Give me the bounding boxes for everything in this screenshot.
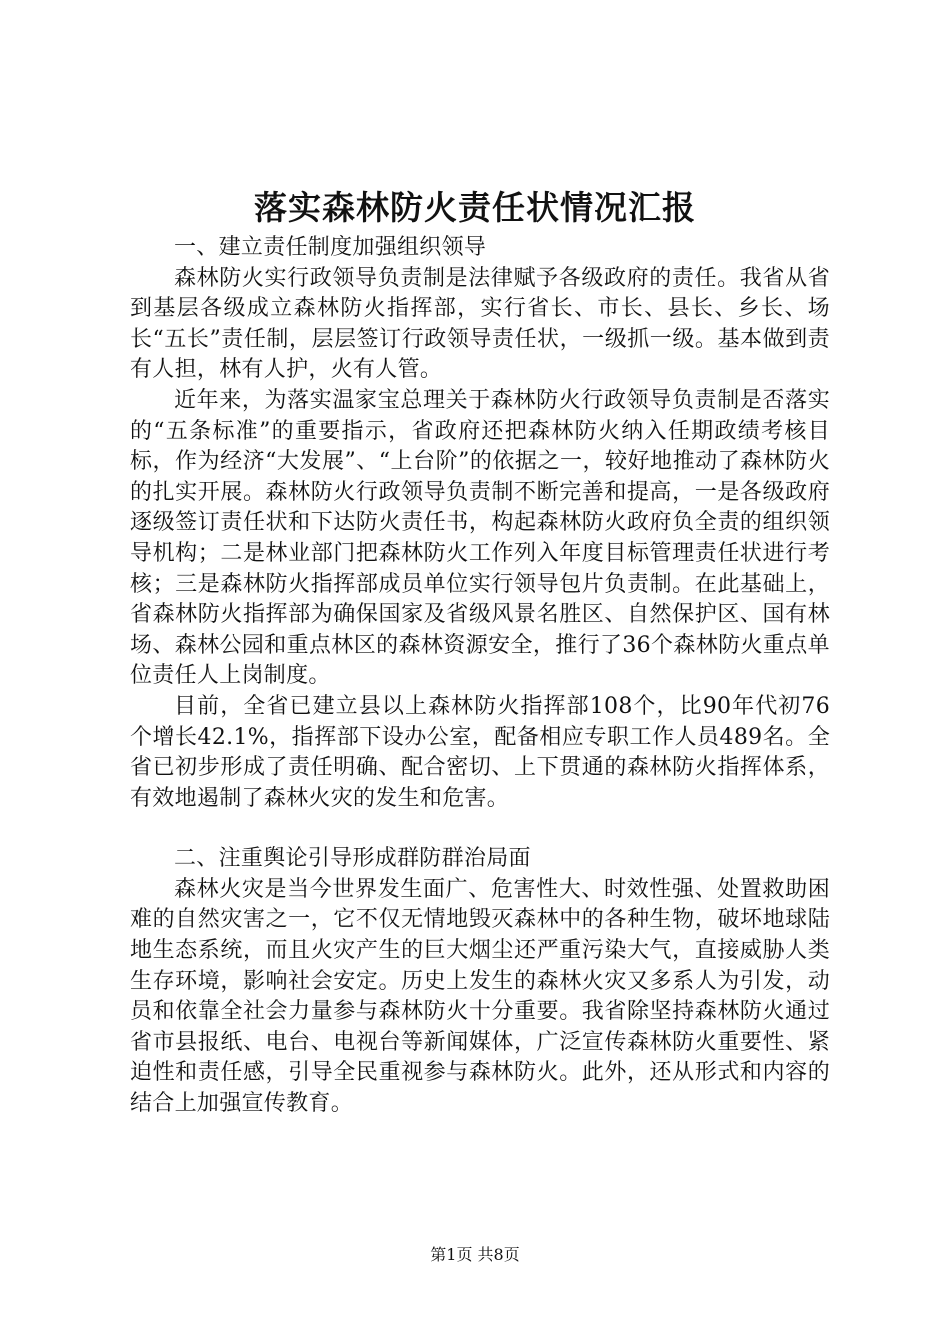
paragraph: 森林防火实行政领导负责制是法律赋予各级政府的责任。我省从省到基层各级成立森林防火指挥部，实行省长、市长、县长、乡长、场长“五长”责任制，层层签订行政领导责任状，一级抓一级。基本做到责有人担，林有人护，火有人管。	[130, 265, 830, 383]
section-1	[130, 233, 830, 814]
section-heading: 一、建立责任制度加强组织领导	[174, 235, 487, 260]
section-2	[130, 844, 830, 1119]
section-heading: 二、注重舆论引导形成群防群治局面	[174, 846, 531, 872]
paragraph: 森林火灾是当今世界发生面广、危害性大、时效性强、处置救助困难的自然灾害之一，它不仅无情地毁灭森林中的各种生物，破坏地球陆地生态系统，而且火灾产生的巨大烟尘还严重污染大气，直接威胁人类生存环境，影响社会安定。历史上发生的森林火灾又多系人为引发，动员和依靠全社会力量参与森林防火十分重要。我省除坚持森林防火通过省市县报纸、电台、电视台等新闻媒体，广泛宣传森林防火重要性、紧迫性和责任感，引导全民重视参与森林防火。此外，还从形式和内容的结合上加强宣传教育。	[130, 876, 830, 1117]
paragraph: 目前，全省已建立县以上森林防火指挥部108个，比90年代初76个增长42.1%，指挥部下设办公室，配备相应专职工作人员489名。全省已初步形成了责任明确、配合密切、上下贯通的森林防火指挥体系，有效地遏制了森林火灾的发生和危害。	[130, 693, 830, 811]
document-title: 落实森林防火责任状情况汇报	[254, 188, 696, 227]
section-spacer	[130, 814, 830, 844]
page-footer: 第1页 共8页	[430, 1245, 520, 1264]
document-body	[130, 233, 830, 1120]
paragraph: 近年来，为落实温家宝总理关于森林防火行政领导负责制是否落实的“五条标准”的重要指示，省政府还把森林防火纳入任期政绩考核目标，作为经济“大发展”、“上台阶”的依据之一，较好地推动了森林防火的扎实开展。森林防火行政领导负责制不断完善和提高，一是各级政府逐级签订责任状和下达防火责任书，构起森林防火政府负全责的组织领导机构；二是林业部门把森林防火工作列入年度目标管理责任状进行考核；三是森林防火指挥部成员单位实行领导包片负责制。在此基础上，省森林防火指挥部为确保国家及省级风景名胜区、自然保护区、国有林场、森林公园和重点林区的森林资源安全，推行了36个森林防火重点单位责任人上岗制度。	[130, 387, 830, 689]
